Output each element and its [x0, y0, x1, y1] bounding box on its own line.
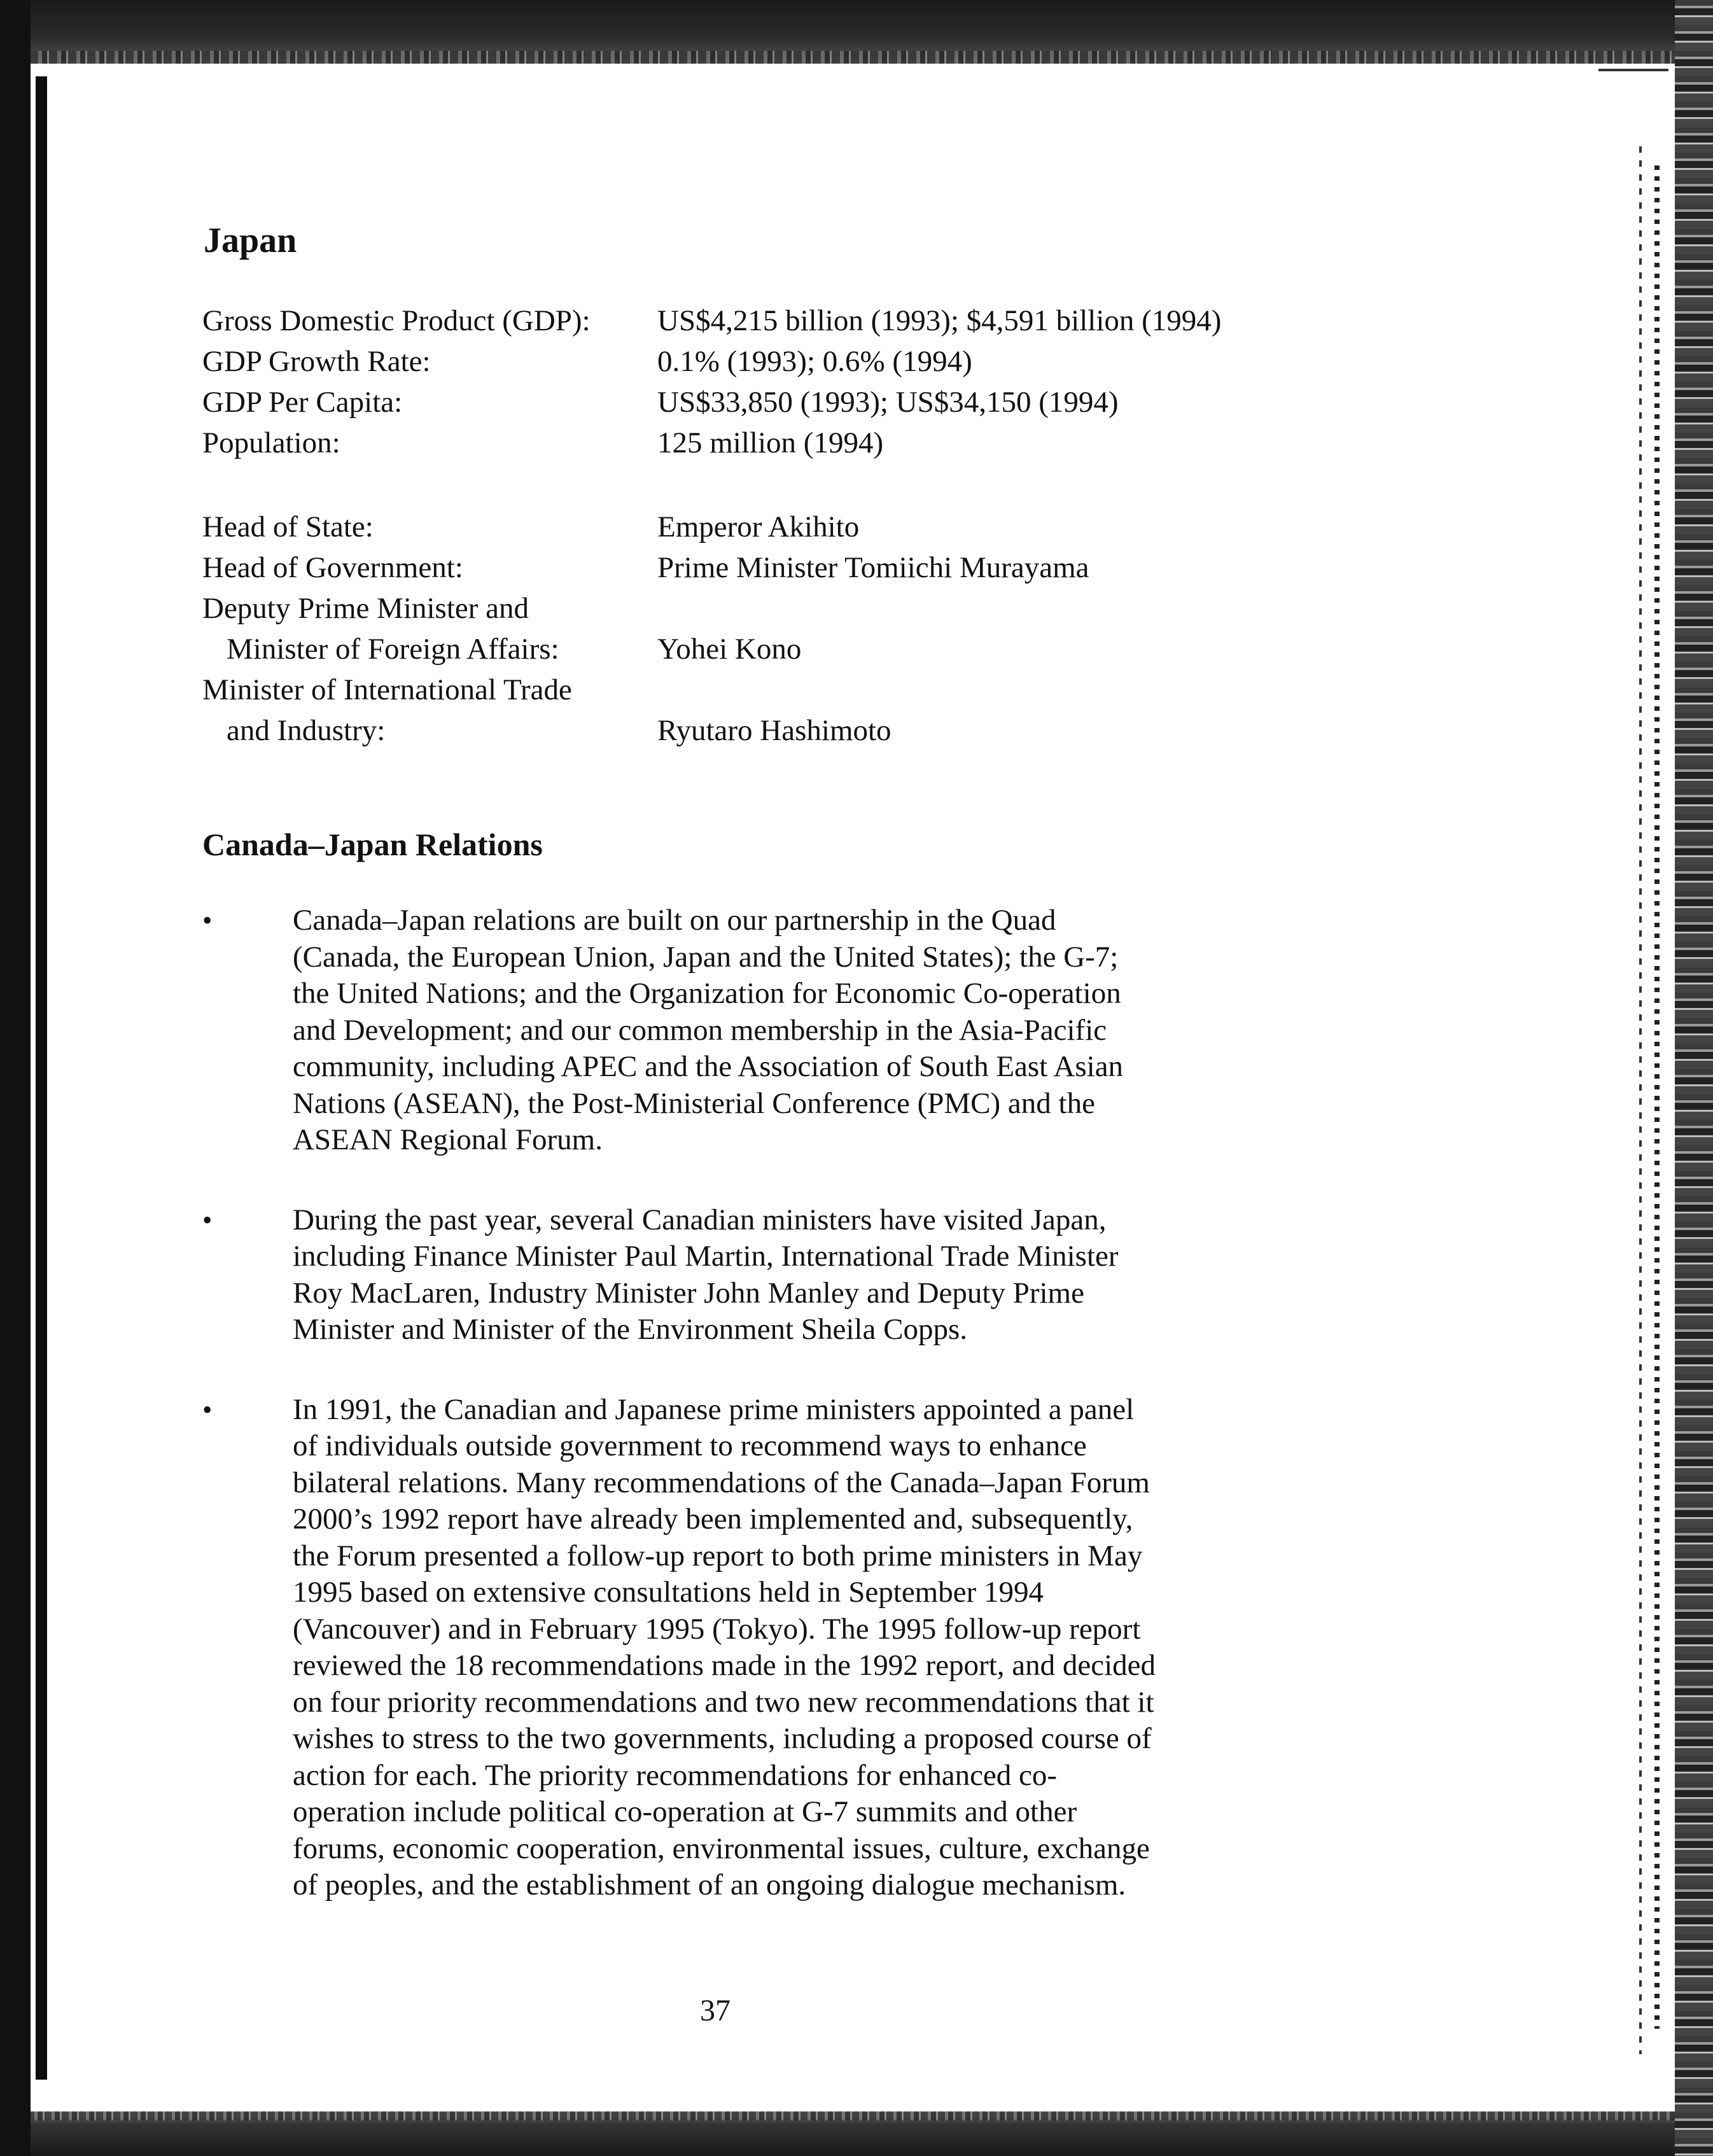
economic-facts-table	[202, 300, 1221, 463]
bullet-text: During the past year, several Canadian ministers have visited Japan, including Finance Minister Paul Martin, International Trade Minister Roy MacLaren, Industry Minister John Manley and Deputy Prime Minister and Minister of the Environment Sheila Copps.	[293, 1203, 1119, 1346]
fact-label: Population:	[202, 426, 340, 459]
fact-row-population	[202, 423, 1221, 463]
official-name: Prime Minister Tomiichi Murayama	[657, 551, 1089, 584]
fact-row-gdp-growth	[202, 341, 1221, 382]
relations-bullet-list	[202, 902, 1284, 1947]
list-item	[202, 1202, 1284, 1348]
fact-value: 0.1% (1993); 0.6% (1994)	[657, 345, 972, 378]
fact-value: US$33,850 (1993); US$34,150 (1994)	[657, 386, 1119, 419]
officials-table	[202, 507, 1089, 751]
bullet-icon: •	[202, 905, 213, 936]
official-row-head-of-government	[202, 547, 1089, 588]
bullet-icon: •	[202, 1204, 213, 1236]
official-row-head-of-state	[202, 507, 1089, 547]
fact-row-gdp-per-capita	[202, 382, 1221, 423]
bullet-text: Canada–Japan relations are built on our partnership in the Quad (Canada, the European Union, Japan and the United States); the G-7; the United Nations; and the Organization for Economic Co-operation and Development; and our common membership in the Asia-Pacific community, including APEC and the Association of South East Asian Nations (ASEAN), the Post-Ministerial Conference (PMC) and the ASEAN Regional Forum.	[293, 904, 1124, 1156]
page-number: 37	[700, 1994, 731, 2027]
fact-label: GDP Growth Rate:	[202, 345, 431, 378]
official-name: Emperor Akihito	[657, 510, 860, 543]
fact-row-gdp	[202, 300, 1221, 341]
official-title-line2: Minister of Foreign Affairs:	[227, 633, 559, 666]
official-title-line1: Minister of International Trade	[202, 673, 572, 706]
official-row-international-trade	[202, 669, 1089, 751]
official-title: Head of Government:	[202, 551, 463, 584]
section-heading: Canada–Japan Relations	[202, 827, 543, 862]
fact-value: 125 million (1994)	[657, 426, 884, 459]
official-title: Head of State:	[202, 510, 374, 543]
official-title	[202, 669, 657, 751]
official-title-line2: and Industry:	[227, 714, 386, 747]
official-title-line1: Deputy Prime Minister and	[202, 592, 529, 625]
fact-value: US$4,215 billion (1993); $4,591 billion (1994)	[657, 304, 1222, 337]
official-name: Ryutaro Hashimoto	[657, 714, 891, 747]
official-title	[202, 588, 657, 669]
official-name: Yohei Kono	[657, 633, 802, 666]
fact-label: Gross Domestic Product (GDP):	[202, 304, 591, 337]
bullet-icon: •	[202, 1394, 213, 1425]
official-row-foreign-affairs	[202, 588, 1089, 669]
fact-label: GDP Per Capita:	[202, 386, 403, 419]
page-title: Japan	[204, 221, 297, 260]
bullet-text: In 1991, the Canadian and Japanese prime ministers appointed a panel of individuals outside government to recommend ways to enhance bilateral relations. Many recommendations of the Canada–Japan Forum 2000’s 1992 report have already been implemented and, subsequently, the Forum presented a follow-up report to both prime ministers in May 1995 based on extensive consultations held in September 1994 (Vancouver) and in February 1995 (Tokyo). The 1995 follow-up report reviewed the 18 recommendations made in the 1992 report, and decided on four priority recommendations and two new recommendations that it wishes to stress to the two governments, including a proposed course of action for each. The priority recommendations for enhanced co- operation include political co-operation at G-7 summits and other forums, economic cooperation, environmental issues, culture, exchange of peoples, and the establishment of an ongoing dialogue mechanism.	[293, 1392, 1156, 1901]
list-item	[202, 1392, 1284, 1904]
list-item	[202, 902, 1284, 1159]
